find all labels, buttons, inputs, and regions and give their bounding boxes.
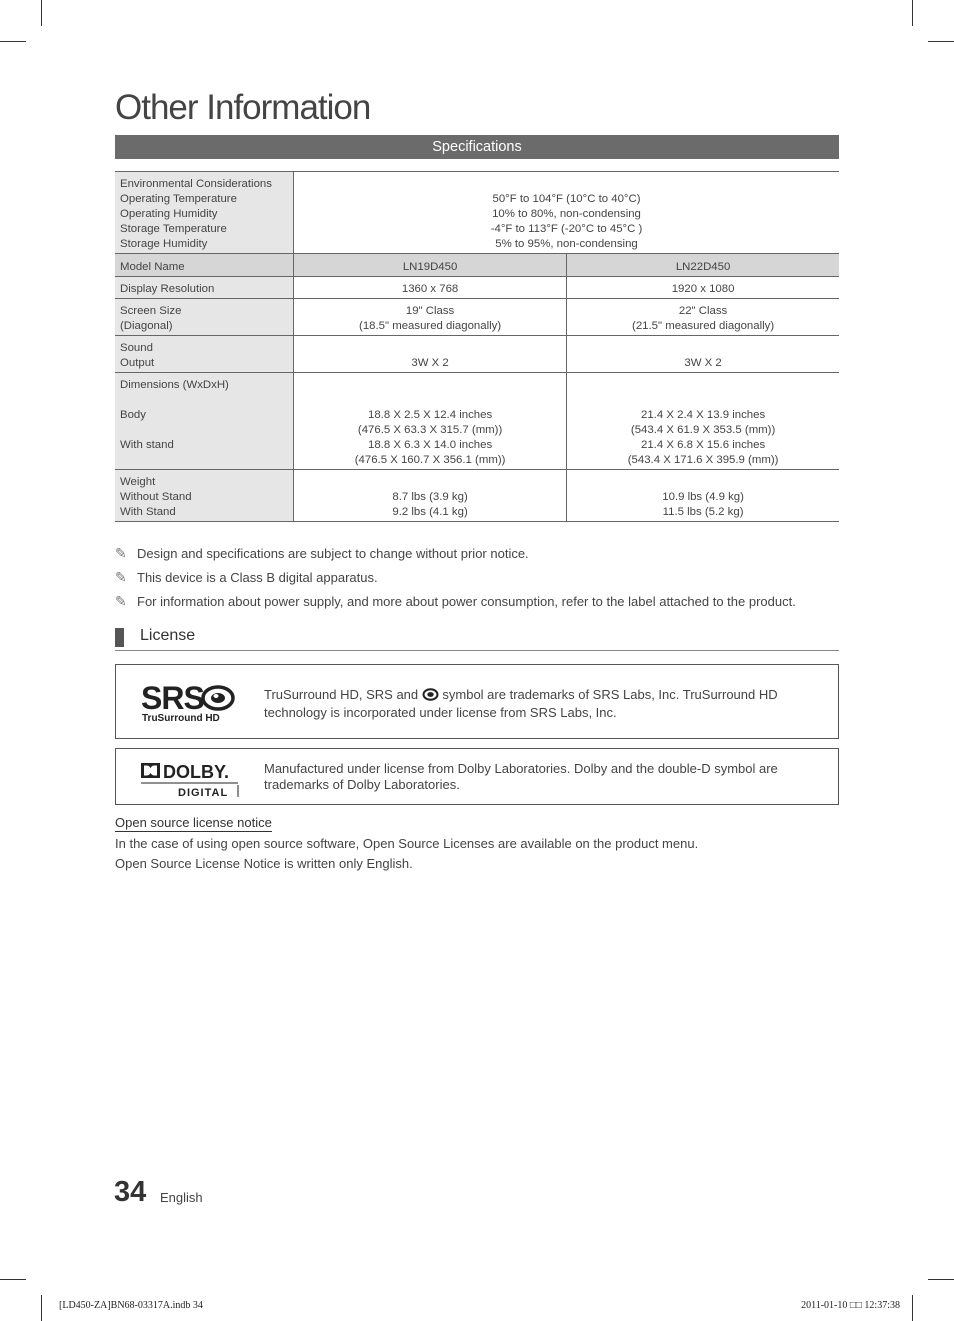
display-resolution-label: Display Resolution — [115, 277, 294, 299]
table-row — [115, 299, 839, 336]
screen-size-1: 19" Class (18.5" measured diagonally) — [294, 299, 567, 336]
model-name-label: Model Name — [115, 254, 294, 277]
resolution-1: 1360 x 768 — [294, 277, 567, 299]
table-row — [115, 277, 839, 299]
sound-output-1: 3W X 2 — [294, 336, 567, 373]
svg-text:DIGITAL: DIGITAL — [178, 787, 229, 799]
table-row — [115, 336, 839, 373]
pencil-note-icon: ✎ — [115, 592, 127, 609]
crop-mark — [41, 0, 42, 26]
weight-1: 8.7 lbs (3.9 kg) 9.2 lbs (4.1 kg) — [294, 470, 567, 522]
srs-license-text: TruSurround HD, SRS and symbol are trademarks of SRS Labs, Inc. TruSurround HD technology is incorporated under license from SRS Labs, Inc. — [264, 687, 778, 720]
svg-text:SRS: SRS — [141, 680, 204, 716]
weight-label: Weight Without Stand With Stand — [115, 470, 294, 522]
svg-text:DOLBY.: DOLBY. — [163, 762, 230, 782]
resolution-2: 1920 x 1080 — [567, 277, 839, 299]
open-source-text-2: Open Source License Notice is written only English. — [115, 856, 413, 871]
table-row — [115, 470, 839, 522]
table-row — [115, 254, 839, 277]
page-language: English — [160, 1190, 203, 1205]
note-item: ✎ This device is a Class B digital apparatus. — [115, 568, 378, 585]
dimensions-label: Dimensions (WxDxH) Body With stand — [115, 373, 294, 470]
srs-logo — [138, 680, 238, 726]
table-row — [115, 373, 839, 470]
screen-size-label: Screen Size (Diagonal) — [115, 299, 294, 336]
license-section-header — [115, 626, 839, 651]
model-name-2: LN22D450 — [567, 254, 839, 277]
open-source-heading: Open source license notice — [115, 815, 272, 830]
sound-output-2: 3W X 2 — [567, 336, 839, 373]
sound-output-label: Sound Output — [115, 336, 294, 373]
footer-timestamp: 2011-01-10 □□ 12:37:38 — [801, 1300, 900, 1311]
crop-mark — [0, 41, 26, 42]
dolby-digital-logo — [138, 759, 248, 799]
license-title: License — [140, 627, 196, 644]
model-name-1: LN19D450 — [294, 254, 567, 277]
crop-mark — [912, 1295, 913, 1321]
crop-mark — [928, 1279, 954, 1280]
dolby-license-box — [115, 748, 839, 805]
specifications-table — [115, 171, 839, 522]
note-item: ✎ Design and specifications are subject to change without prior notice. — [115, 544, 529, 561]
dimensions-1: 18.8 X 2.5 X 12.4 inches (476.5 X 63.3 X 315.7 (mm)) 18.8 X 6.3 X 14.0 inches (476.5 X 160.7 X 356.1 (mm)) — [294, 373, 567, 470]
weight-2: 10.9 lbs (4.9 kg) 11.5 lbs (5.2 kg) — [567, 470, 839, 522]
srs-license-box — [115, 664, 839, 739]
page-number: 34 — [114, 1176, 147, 1208]
dolby-license-text: Manufactured under license from Dolby Laboratories. Dolby and the double-D symbol are trademarks of Dolby Laboratories. — [264, 761, 778, 792]
environmental-label: Environmental Considerations Operating Temperature Operating Humidity Storage Temperature Storage Humidity — [115, 172, 294, 254]
dimensions-2: 21.4 X 2.4 X 13.9 inches (543.4 X 61.9 X 353.5 (mm)) 21.4 X 6.8 X 15.6 inches (543.4 X 171.6 X 395.9 (mm)) — [567, 373, 839, 470]
table-row — [115, 172, 839, 254]
crop-mark — [912, 0, 913, 26]
crop-mark — [928, 41, 954, 42]
section-marker — [115, 628, 124, 647]
open-source-text-1: In the case of using open source software, Open Source Licenses are available on the product menu. — [115, 836, 699, 851]
footer-file-info: [LD450-ZA]BN68-03317A.indb 34 — [59, 1300, 203, 1311]
note-item: ✎ For information about power supply, and more about power consumption, refer to the label attached to the product. — [115, 592, 796, 609]
crop-mark — [41, 1295, 42, 1321]
specifications-header: Specifications — [115, 135, 839, 159]
srs-symbol-icon — [422, 688, 439, 705]
notes-list — [115, 541, 796, 613]
pencil-note-icon: ✎ — [115, 544, 127, 561]
crop-mark — [0, 1279, 26, 1280]
page-title: Other Information — [115, 88, 371, 127]
svg-text:TruSurround HD: TruSurround HD — [142, 713, 220, 724]
screen-size-2: 22" Class (21.5" measured diagonally) — [567, 299, 839, 336]
environmental-values: 50°F to 104°F (10°C to 40°C) 10% to 80%, non-condensing -4°F to 113°F (-20°C to 45°C ) 5% to 95%, non-condensing — [294, 172, 840, 254]
pencil-note-icon: ✎ — [115, 568, 127, 585]
